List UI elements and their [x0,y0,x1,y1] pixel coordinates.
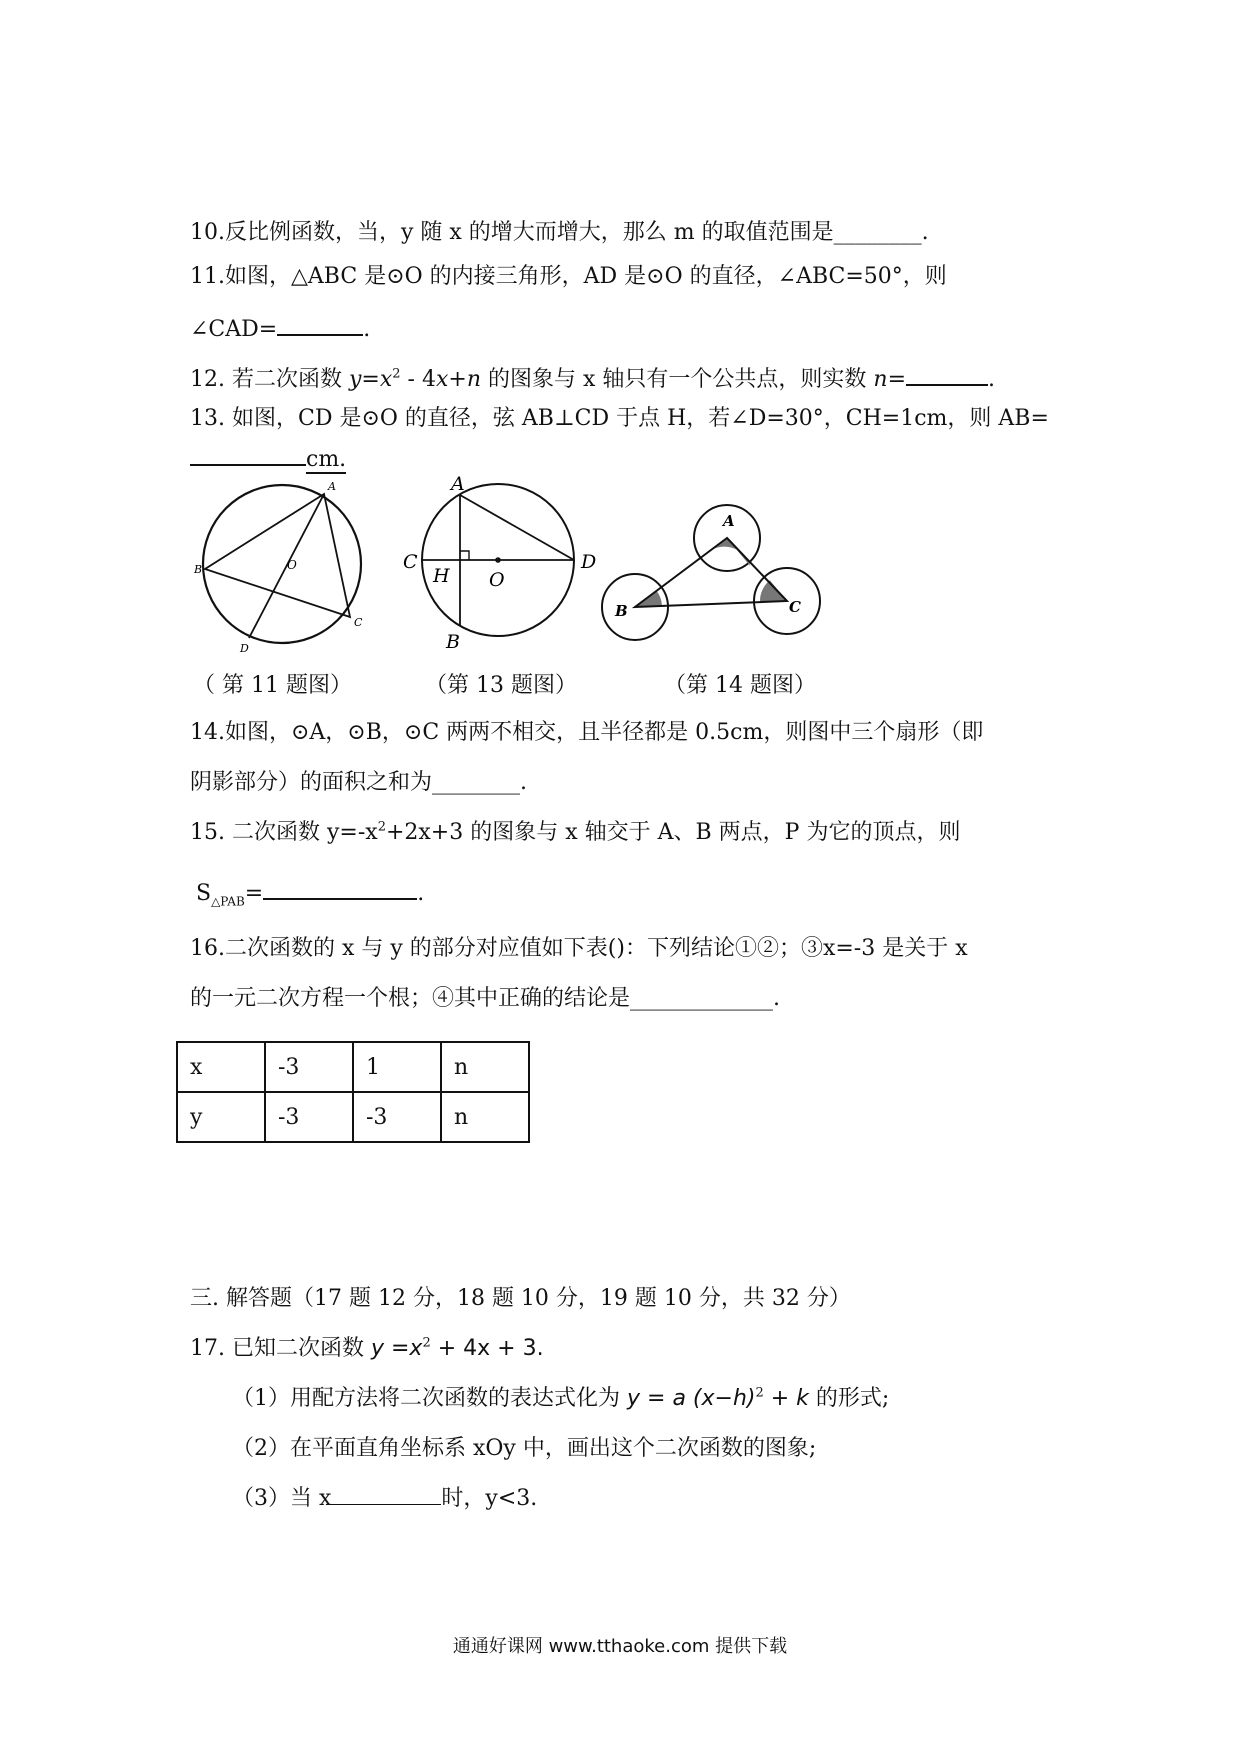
fig11-label-C: C [354,616,363,629]
question-13-line2 [190,442,346,475]
fig11-label-O: O [287,558,297,572]
fig13-caption: （第 13 题图） [425,673,577,698]
fig11-label-B: B [194,563,203,576]
fig14-label-A: A [723,512,735,530]
question-12 [190,362,995,395]
table-cell: 1 [353,1042,441,1092]
q15-prefix: 15. 二次函数 y=-x [190,820,378,845]
fig11-circle [203,485,361,643]
q12-var-y: y [348,367,362,392]
q15-suffix: +2x+3 的图象与 x 轴交于 A、B 两点，P 为它的顶点，则 [385,820,961,845]
q15-answer-blank[interactable] [263,876,417,900]
q17-part-1 [232,1384,889,1414]
q17-part3-prefix: （3）当 x [232,1486,332,1511]
q15-exp: 2 [377,819,386,835]
question-14-line1 [190,718,983,748]
fig14-label-B: B [615,602,628,620]
figure-13 [403,468,603,652]
q17-prefix: 17. 已知二次函数 [190,1336,371,1361]
fig13-center-dot [495,557,501,563]
question-10 [190,218,929,248]
fig14-label-C: C [789,598,801,616]
q17-formula-rest: + 4x + 3. [430,1336,544,1361]
q17-part-3 [232,1484,537,1514]
q11-end: . [363,317,371,342]
q12-var-x: x [379,367,393,392]
fig13-segment-AD [460,495,574,560]
q14-text-1: 14.如图，⊙A，⊙B，⊙C 两两不相交，且半径都是 0.5cm，则图中三个扇形（即 [190,720,984,745]
table-cell: -3 [353,1092,441,1142]
fig13-label-D: D [581,551,597,573]
q13-answer-blank[interactable] [190,442,306,466]
q12-exp: 2 [392,366,401,382]
question-15-line2 [196,876,424,909]
q17-part1-exp: 2 [755,1385,764,1401]
fig11-caption: （ 第 11 题图） [193,673,352,698]
question-17 [190,1334,544,1364]
q11-answer-blank[interactable] [277,312,363,336]
fig13-label-C: C [403,551,418,573]
table-cell: x [177,1042,265,1092]
q17-part1-formula2: + k [763,1386,809,1411]
q17-part3-suffix: 时，y<3. [441,1486,538,1511]
q17-exp: 2 [422,1335,431,1351]
question-11-line1 [190,262,947,292]
q16-text-1: 16.二次函数的 x 与 y 的部分对应值如下表()：下列结论①②；③x=-3 是关于 x [190,936,968,961]
fig13-label-H: H [433,565,450,587]
table-row [177,1042,529,1092]
section-3-title [190,1284,851,1314]
q17-part1-suffix: 的形式; [808,1386,890,1411]
q17-part2-text: （2）在平面直角坐标系 xOy 中，画出这个二次函数的图象; [232,1436,817,1461]
q13-text: 13. 如图，CD 是⊙O 的直径，弦 AB⊥CD 于点 H，若∠D=30°，CH=1cm，则 AB= [190,406,1049,431]
fig11-label-D: D [240,642,249,654]
q15-s-eq: = [244,881,264,906]
question-11-line2 [190,312,370,345]
q11-angle-label: ∠CAD= [190,317,278,342]
q14-text-2: 阴影部分）的面积之和为________. [190,770,527,795]
fig11-label-A: A [328,480,336,493]
section-3-text: 三. 解答题（17 题 12 分，18 题 10 分，19 题 10 分，共 32 分） [190,1286,851,1311]
q12-rest1: - 4 [400,367,436,392]
fig13-label-A: A [451,473,465,495]
table-cell: -3 [265,1092,353,1142]
q12-suffix: 的图象与 x 轴只有一个公共点，则实数 [481,367,874,392]
q17-part1-prefix: （1）用配方法将二次函数的表达式化为 [232,1386,627,1411]
q11-text: 11.如图，△ABC 是⊙O 的内接三角形，AD 是⊙O 的直径，∠ABC=50°，则 [190,264,947,289]
fig13-label-O: O [489,569,505,591]
q15-s-sub: △PAB [211,894,245,909]
table-cell: n [441,1092,529,1142]
q12-end: . [988,367,996,392]
q17-part-2 [232,1434,816,1464]
xy-table [176,1041,530,1143]
table-cell: y [177,1092,265,1142]
fig14-sector-C [760,580,787,602]
q13-unit: cm. [306,447,347,472]
table-row [177,1092,529,1142]
q12-answer-blank[interactable] [906,362,988,386]
question-16-line1 [190,934,968,964]
question-16-line2 [190,984,780,1014]
q12-eq: = [361,367,380,392]
q15-end: . [417,881,425,906]
q10-text: 10.反比例函数，当，y 随 x 的增大而增大，那么 m 的取值范围是________. [190,220,929,245]
fig14-sector-A [706,538,751,566]
q16-text-2: 的一元二次方程一个根；④其中正确的结论是_____________. [190,986,780,1011]
q15-s-label: S [196,881,212,906]
q12-plus: + [448,367,467,392]
q17-formula: y =x [370,1336,423,1361]
fig14-caption: （第 14 题图） [664,673,816,698]
q12-answer-var: n [873,367,888,392]
q17-part1-formula: y = a (x−h) [627,1386,756,1411]
q12-answer-eq: = [887,367,907,392]
q12-var-x2: x [435,367,449,392]
fig13-right-angle-mark [460,551,469,560]
table-cell: n [441,1042,529,1092]
q12-prefix: 12. 若二次函数 [190,367,349,392]
page-footer: 通通好课网 www.tthaoke.com 提供下载 [452,1636,788,1657]
question-14-line2 [190,768,527,798]
q17-part3-blank[interactable] [331,1484,441,1505]
table-cell: -3 [265,1042,353,1092]
fig13-label-B: B [446,631,460,652]
figure-11 [194,476,372,654]
question-15-line1 [190,818,960,848]
fig11-triangle [205,494,350,617]
q12-var-n: n [466,367,482,392]
question-13-line1 [190,404,1049,434]
figure-14 [596,500,824,650]
